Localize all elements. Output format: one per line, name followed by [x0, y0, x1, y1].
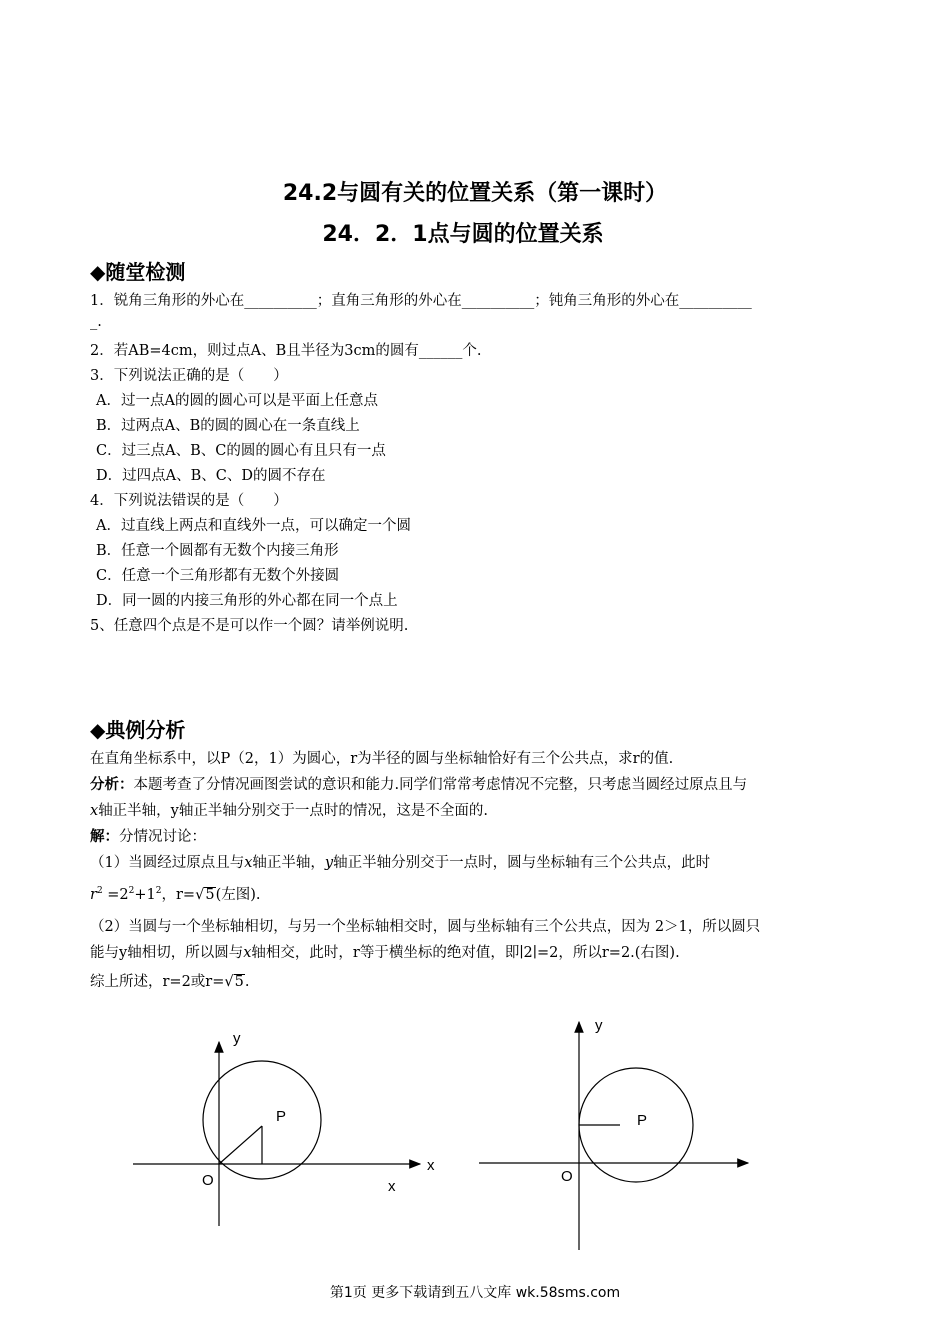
- page-subtitle: 24．2．1点与圆的位置关系: [322, 222, 604, 247]
- case-1-x: x: [244, 855, 253, 871]
- question-1: 1．锐角三角形的外心在__________；直角三角形的外心在__________；钝角三角形的外心在__________: [90, 293, 752, 309]
- sqrt-symbol-2: √: [224, 974, 234, 990]
- case-1-y: y: [324, 855, 334, 871]
- question-4-option-a: A．过直线上两点和直线外一点，可以确定一个圆: [96, 518, 411, 534]
- right-p-label: P: [637, 1112, 648, 1129]
- right-y-label: y: [595, 1017, 603, 1034]
- analysis-label: 分析：: [90, 776, 134, 793]
- formula-eq: =2: [107, 887, 129, 903]
- case-1-a: （1）当圆经过原点且与: [90, 855, 245, 871]
- case-2-x: x: [243, 945, 252, 961]
- page-footer: 第1页 更多下载请到五八文库 wk.58sms.com: [329, 1285, 621, 1301]
- formula-exp-1: 2: [96, 886, 103, 897]
- conclusion-radicand: 5: [234, 974, 244, 990]
- left-p-label: P: [276, 1108, 287, 1125]
- question-4-option-c: C．任意一个三角形都有无数个外接圆: [96, 568, 340, 584]
- sqrt-symbol: √: [195, 887, 205, 903]
- case-2-a: 能与y轴相切，所以圆与: [90, 945, 244, 961]
- question-3-option-b: B．过两点A、B的圆的圆心在一条直线上: [96, 418, 360, 434]
- formula-comma: ，r=: [161, 887, 196, 903]
- solution-text: 分情况讨论：: [119, 829, 206, 845]
- question-3-option-c: C．过三点A、B、C的圆的圆心有且只有一点: [96, 443, 386, 459]
- question-4: 4．下列说法错误的是（ ）: [90, 493, 288, 509]
- formula-exp-2: 2: [128, 886, 135, 897]
- analysis-x: x: [90, 803, 99, 819]
- formula-plus: +1: [134, 887, 156, 903]
- left-y-label: y: [233, 1030, 241, 1047]
- question-1-tail: _.: [90, 314, 102, 330]
- conclusion-b: .: [244, 974, 250, 990]
- left-x-label-2: x: [388, 1178, 396, 1195]
- example-problem: 在直角坐标系中，以P（2，1）为圆心，r为半径的圆与坐标轴恰好有三个公共点，求r的值.: [90, 751, 674, 767]
- question-3-option-d: D．过四点A、B、C、D的圆不存在: [96, 468, 326, 484]
- formula-exp-3: 2: [155, 886, 162, 897]
- question-4-option-b: B．任意一个圆都有无数个内接三角形: [96, 543, 339, 559]
- case-1-c: 轴正半轴分别交于一点时，圆与坐标轴有三个公共点，此时: [333, 855, 711, 871]
- question-3: 3．下列说法正确的是（ ）: [90, 368, 288, 384]
- case-1-b: 轴正半轴，: [252, 855, 325, 871]
- question-5: 5、任意四个点是不是可以作一个圆？请举例说明.: [90, 618, 409, 634]
- left-o-label: O: [202, 1172, 214, 1189]
- case-2-line-1: （2）当圆与一个坐标轴相切，与另一个坐标轴相交时，圆与坐标轴有三个公共点，因为 2＞1，所以圆只: [90, 919, 761, 935]
- conclusion-a: 综上所述，r=2或r=: [90, 974, 225, 990]
- section-heading-example: ◆典例分析: [90, 718, 186, 742]
- page-title: 24.2与圆有关的位置关系（第一课时）: [282, 181, 668, 206]
- case-2-b: 轴相交，此时，r等于横坐标的绝对值，即∣2∣=2，所以r=2.(右图).: [251, 945, 680, 961]
- left-figure: [133, 1042, 420, 1226]
- formula-radicand: 5: [205, 887, 215, 903]
- analysis-text-2: 轴正半轴，y轴正半轴分别交于一点时的情况，这是不全面的.: [98, 803, 488, 819]
- question-4-option-d: D．同一圆的内接三角形的外心都在同一个点上: [96, 593, 398, 609]
- solution-label: 解：: [90, 828, 119, 845]
- right-o-label: O: [561, 1168, 573, 1185]
- section-heading-practice: ◆随堂检测: [90, 260, 186, 284]
- question-3-option-a: A．过一点A的圆的圆心可以是平面上任意点: [96, 393, 378, 409]
- left-x-label-1: x: [427, 1157, 435, 1174]
- formula-tail: (左图).: [215, 887, 261, 903]
- right-figure: [479, 1022, 748, 1250]
- left-radius-line: [219, 1126, 262, 1164]
- formula-r: r: [90, 887, 97, 903]
- analysis-text-1: 本题考查了分情况画图尝试的意识和能力.同学们常常考虑情况不完整，只考虑当圆经过原点且与: [133, 777, 748, 793]
- question-2: 2．若AB=4cm，则过点A、B且半径为3cm的圆有______个.: [90, 343, 482, 359]
